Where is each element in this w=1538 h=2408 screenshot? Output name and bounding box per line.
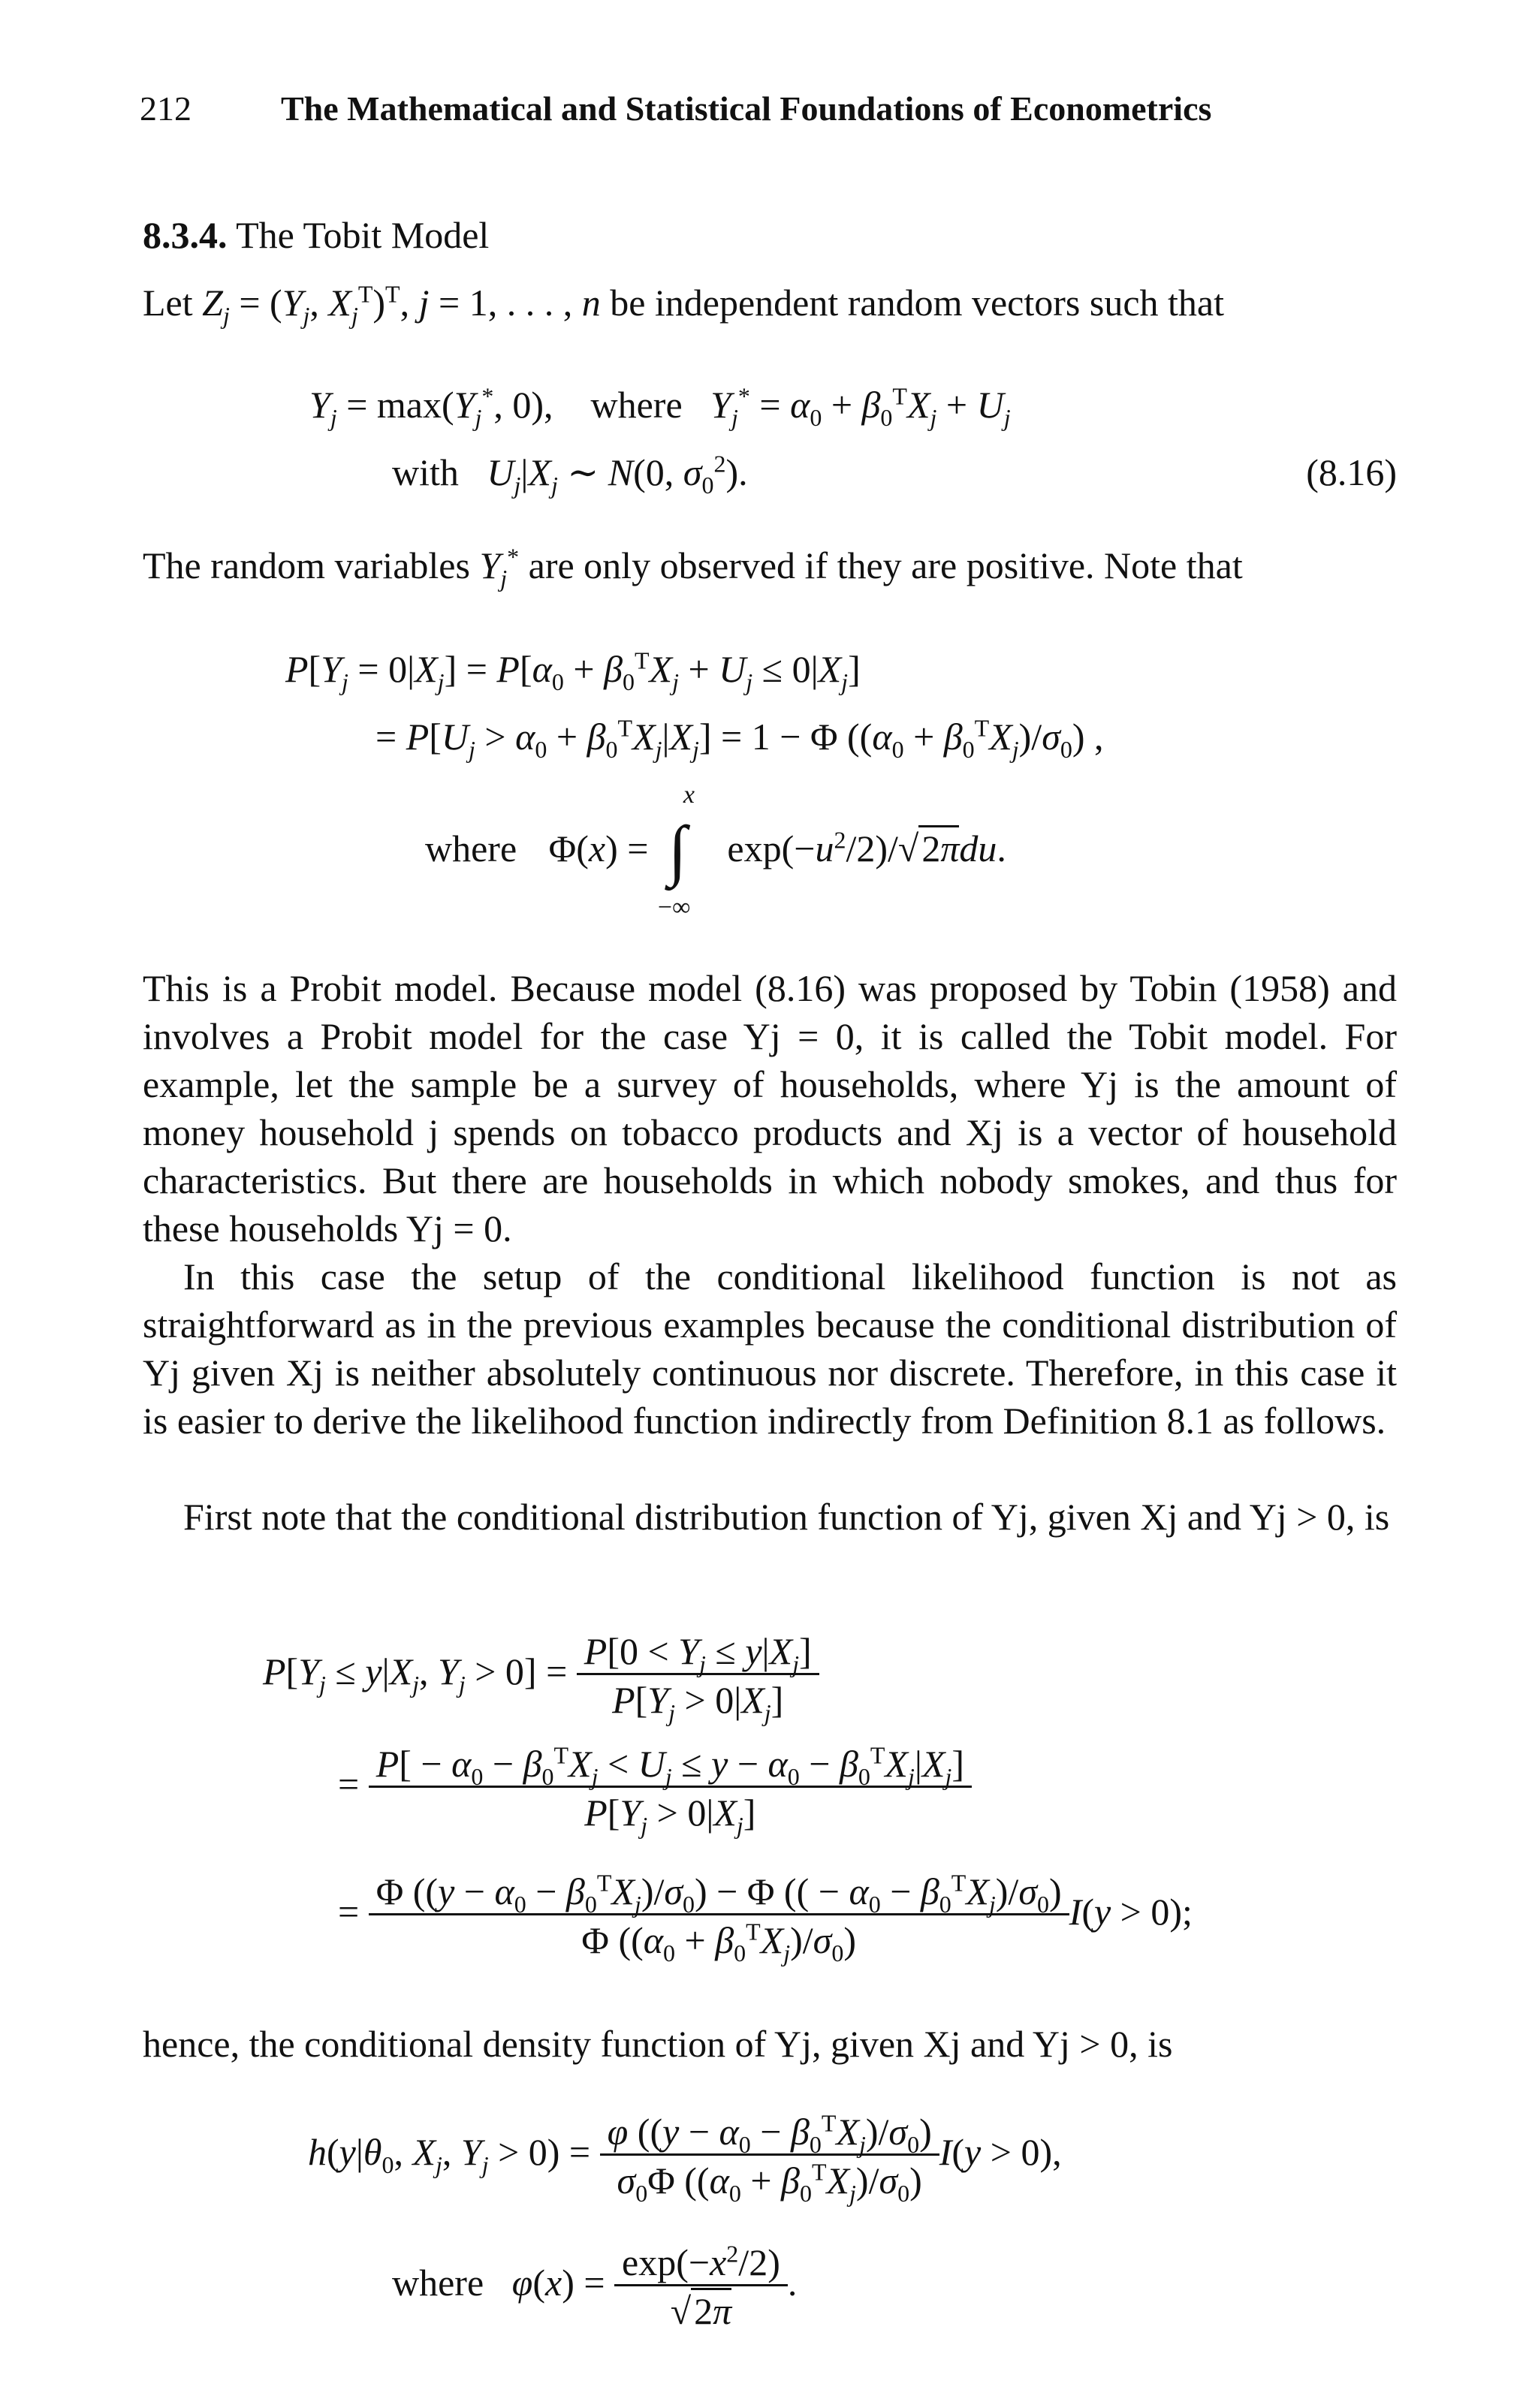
intro-text-b: be independent random vectors such that (610, 282, 1225, 324)
equation-number: (8.16) (1306, 451, 1397, 493)
observed-line: The random variables $Y_j^*$ are only observed if they are positive. Note that (143, 543, 1243, 592)
paragraph-3-text: First note that the conditional distribution function of Yj, given Xj and Yj > 0, is (183, 1496, 1390, 1538)
intro-text-a: Let (143, 282, 193, 324)
observed-text-a: The random variables (143, 544, 470, 586)
cond-dist-line2: = $\frac{P[ - \alpha_0 - \beta_0^TX_j < U_j \le y - \alpha_0 - \beta_0^TX_j|X_j]}{P[Y_j > 0|X_j]}$ (338, 1742, 972, 1834)
section-title: The Tobit Model (236, 214, 490, 256)
paragraph-1: This is a Probit model. Because model (8.16) was proposed by Tobin (1958) and involves a Probit model for the case Yj = 0, it is called the Tobit model. For example, let the sample be a survey of households, where Yj is the amount of money household j spends on tobacco products and Xj is a vector of household characteristics. But there are households in which nobody smokes, and thus for these households Yj = 0. (143, 967, 1397, 1249)
where-phi: where (425, 827, 517, 869)
eq-where: where (590, 384, 683, 426)
book-title: The Mathematical and Statistical Foundations of Econometrics (281, 89, 1212, 128)
cond-dist-line1: $P[Y_j \le y|X_j$, $Y_j > 0$] = $\frac{P[0 < Y_j \le y|X_j]}{P[Y_j > 0|X_j]}$ (263, 1629, 819, 1722)
section-number: 8.3.4. (143, 214, 228, 256)
where-varphi: where (392, 2261, 484, 2304)
paragraph-3 (143, 1493, 1397, 1541)
observed-text-b: are only observed if they are positive. Note that (528, 544, 1243, 586)
density-line: $h(y|\theta_0$, $X_j$, $Y_j > 0$) = $\frac{\varphi ((y - \alpha_0 - \beta_0^TX_j)/\sigma_0)}{\sigma_0\Phi ((\alpha_0 + \beta_0^TX_j)/\sigma_0)}$ I(y > 0), (308, 2109, 1062, 2207)
phi-definition: where Φ(x) = x ∫ −∞ $\exp(-u^2/2)/√2\pi du$. (425, 781, 1006, 921)
equation-8-16-line2: with $U_j|X_j$ ∼ N(0, $\sigma_0^2$). (392, 450, 748, 499)
prob-zero-line2: = $P[U_j > \alpha_0 + \beta_0^TX_j|X_j] = 1 - \Phi$ $((\alpha_0 + \beta_0^TX_j)/\sigma_0)$ , (375, 714, 1104, 763)
cond-dist-line3: = $\frac{\Phi ((y - \alpha_0 - \beta_0^TX_j)/\sigma_0) - \Phi (( - \alpha_0 - \beta_0^TX_j)/\sigma_0)}{\Phi ((\alpha_0 + \beta_0^TX_j)/\sigma_0)}$ I(y > 0); (338, 1869, 1193, 1966)
paragraph-4: hence, the conditional density function of Yj, given Xj and Yj > 0, is (143, 2023, 1173, 2065)
paragraph-2-text: In this case the setup of the conditional likelihood function is not as straightforward as in the previous examples because the conditional distribution of Yj given Xj is neither absolutely continuous nor discrete. Therefore, in this case it is easier to derive the likelihood function indirectly from Definition 8.1 as follows. (143, 1255, 1397, 1442)
eq-with: with (392, 451, 459, 493)
equation-8-16-line1: $Y_j = \max(Y_j^*$, 0), where $Y_j^* = \alpha_0 + \beta_0^TX_j + U_j$ (309, 382, 1011, 431)
section-heading (143, 213, 489, 257)
paragraph-2 (143, 1252, 1397, 1445)
intro-line: Let $Z_j = (Y_j$, $X_j^T)^T$, j = 1, . . . , n be independent random vectors such that (143, 280, 1225, 329)
prob-zero-line1: $P[Y_j = 0|X_j] = P[\alpha_0 + \beta_0^TX_j + U_j \le 0|X_j]$ (285, 646, 861, 695)
page-number: 212 (140, 89, 191, 128)
varphi-definition: where φ(x) = $\frac{\exp(-x^2/2)}{√2\pi}$ . (392, 2240, 798, 2332)
